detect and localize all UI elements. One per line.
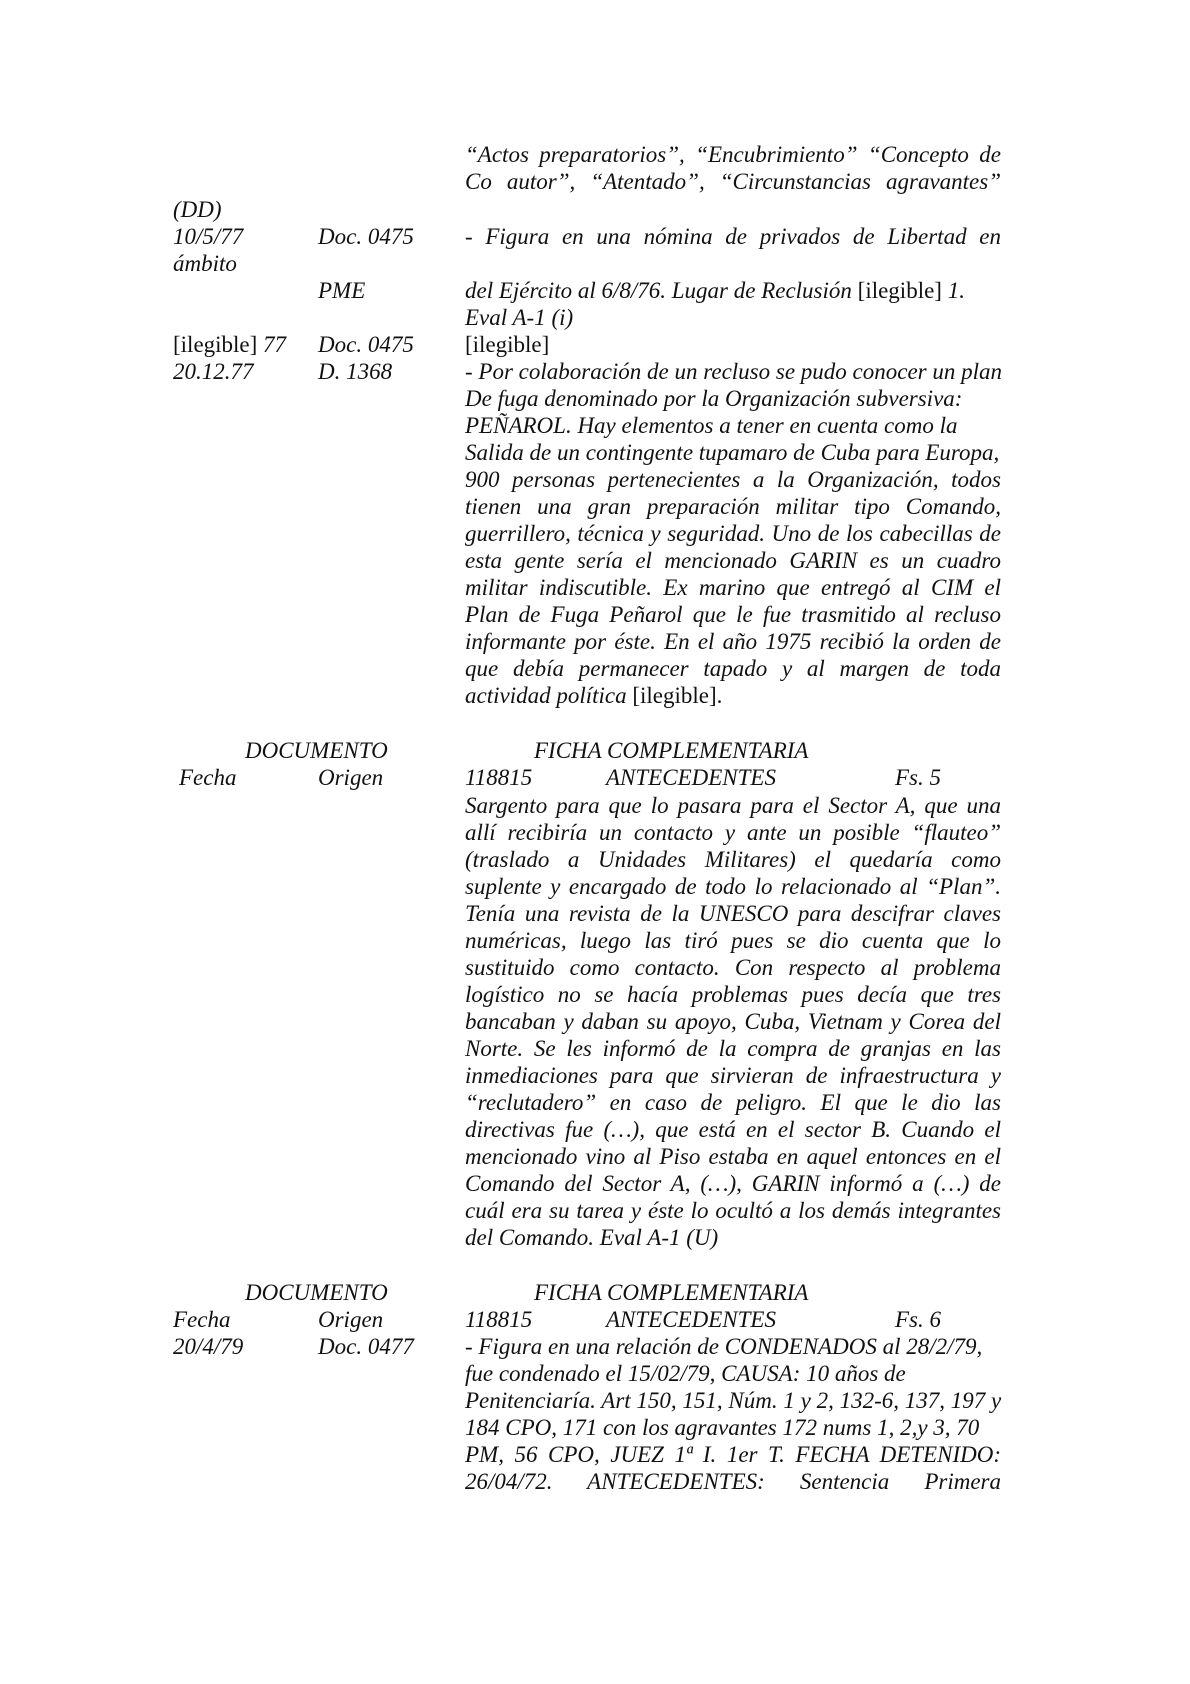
entry-eval: Eval A-1 (i): [465, 305, 574, 330]
entry-text-continuation: del Ejército al 6/8/76. Lugar de Reclusión [ilegible] 1.: [465, 278, 965, 303]
text-line: cuál era su tarea y éste lo ocultó a los demás integrantes: [465, 1198, 1001, 1223]
text-line: logístico no se hacía problemas pues decía que tres: [465, 982, 1001, 1007]
header-documento: DOCUMENTO: [245, 1280, 388, 1305]
entry-fecha: 20.12.77: [173, 359, 254, 384]
entry-origen: Doc. 0475: [318, 332, 414, 357]
entry-text-line: Salida de un contingente tupamaro de Cuba para Europa,: [465, 440, 1000, 465]
header-fecha: Fecha: [179, 765, 237, 790]
entry-text-line: Plan de Fuga Peñarol que le fue trasmitido al recluso: [465, 602, 1001, 627]
entry-text-line: guerrillero, técnica y seguridad. Uno de los cabecillas de: [465, 521, 1001, 546]
text-line: Comando del Sector A, (…), GARIN informó a (…) de: [465, 1171, 1001, 1196]
text-line: directivas fue (…), que está en el sector B. Cuando el: [465, 1117, 1001, 1142]
header-folio: Fs. 5: [895, 765, 941, 790]
header-origen: Origen: [318, 765, 384, 790]
header-documento: DOCUMENTO: [245, 738, 388, 763]
text-line: Co autor”, “Atentado”, “Circunstancias agravantes”: [465, 169, 1001, 194]
header-ficha-complementaria: FICHA COMPLEMENTARIA: [534, 738, 809, 763]
entry-text-line: informante por éste. En el año 1975 recibió la orden de: [465, 629, 1001, 654]
entry-text-line: esta gente sería el mencionado GARIN es un cuadro: [465, 548, 1001, 573]
entry-text-line: PM, 56 CPO, JUEZ 1ª I. 1er T. FECHA DETENIDO:: [465, 1442, 1001, 1467]
entry-text-line: fue condenado el 15/02/79, CAUSA: 10 años de: [465, 1361, 906, 1386]
text-line: del Comando. Eval A-1 (U): [465, 1225, 719, 1250]
header-ficha-complementaria: FICHA COMPLEMENTARIA: [534, 1280, 809, 1305]
text-line: (traslado a Unidades Militares) el quedaría como: [465, 847, 1001, 872]
text-line: sustituido como contacto. Con respecto al problema: [465, 955, 1001, 980]
entry-text-line: actividad política [ilegible].: [465, 683, 723, 708]
text-line: bancaban y daban su apoyo, Cuba, Vietnam y Corea del: [465, 1009, 1001, 1034]
header-number: 118815: [465, 1307, 533, 1332]
text-line: “reclutadero” en caso de peligro. El que le dio las: [465, 1090, 1001, 1115]
entry-text-line: PEÑAROL. Hay elementos a tener en cuenta como la: [465, 413, 958, 438]
entry-text-line: - Por colaboración de un recluso se pudo conocer un plan: [465, 359, 1002, 384]
entry-text-line: De fuga denominado por la Organización subversiva:: [465, 386, 963, 411]
text-line: mencionado vino al Piso estaba en aquel entonces en el: [465, 1144, 1001, 1169]
dd-label: (DD): [173, 197, 222, 222]
header-origen: Origen: [318, 1307, 384, 1332]
text-line: Sargento para que lo pasara para el Sector A, que una: [465, 793, 1001, 818]
entry-text-line: que debía permanecer tapado y al margen de toda: [465, 656, 1001, 681]
entry-text: - Figura en una nómina de privados de Libertad en: [465, 224, 1001, 249]
entry-fecha-continuation: ámbito: [173, 251, 237, 276]
entry-text-line: - Figura en una relación de CONDENADOS al 28/2/79,: [465, 1334, 983, 1359]
header-fecha: Fecha: [173, 1307, 231, 1332]
text-line: numéricas, luego las tiró pues se dio cuenta que lo: [465, 928, 1001, 953]
header-antecedentes: ANTECEDENTES: [606, 765, 776, 790]
entry-text-line: 26/04/72. ANTECEDENTES: Sentencia Primera: [465, 1469, 1001, 1494]
text-line: suplente y encargado de todo lo relacionado al “Plan”.: [465, 874, 1001, 899]
text-line: Tenía una revista de la UNESCO para descifrar claves: [465, 901, 1001, 926]
entry-origen-continuation: PME: [318, 278, 366, 303]
text-line: Norte. Se les informó de la compra de granjas en las: [465, 1036, 1001, 1061]
entry-text: [ilegible]: [465, 332, 550, 357]
header-antecedentes: ANTECEDENTES: [606, 1307, 776, 1332]
entry-fecha: 10/5/77: [173, 224, 244, 249]
entry-text-line: Penitenciaría. Art 150, 151, Núm. 1 y 2, 132-6, 137, 197 y: [465, 1388, 1002, 1413]
entry-fecha: [ilegible] 77: [173, 332, 287, 357]
entry-text-line: militar indiscutible. Ex marino que entregó al CIM el: [465, 575, 1001, 600]
text-line: “Actos preparatorios”, “Encubrimiento” “Concepto de: [465, 142, 1001, 167]
entry-origen: Doc. 0475: [318, 224, 414, 249]
entry-text-line: 184 CPO, 171 con los agravantes 172 nums 1, 2,y 3, 70: [465, 1415, 980, 1440]
entry-text-line: 900 personas pertenecientes a la Organización, todos: [465, 467, 1001, 492]
text-line: inmediaciones para que sirvieran de infraestructura y: [465, 1063, 1001, 1088]
entry-text-line: tienen una gran preparación militar tipo Comando,: [465, 494, 1001, 519]
text-line: allí recibiría un contacto y ante un posible “flauteo”: [465, 820, 1001, 845]
entry-origen: D. 1368: [318, 359, 393, 384]
header-number: 118815: [465, 765, 533, 790]
entry-origen: Doc. 0477: [318, 1334, 414, 1359]
header-folio: Fs. 6: [895, 1307, 941, 1332]
entry-fecha: 20/4/79: [173, 1334, 244, 1359]
